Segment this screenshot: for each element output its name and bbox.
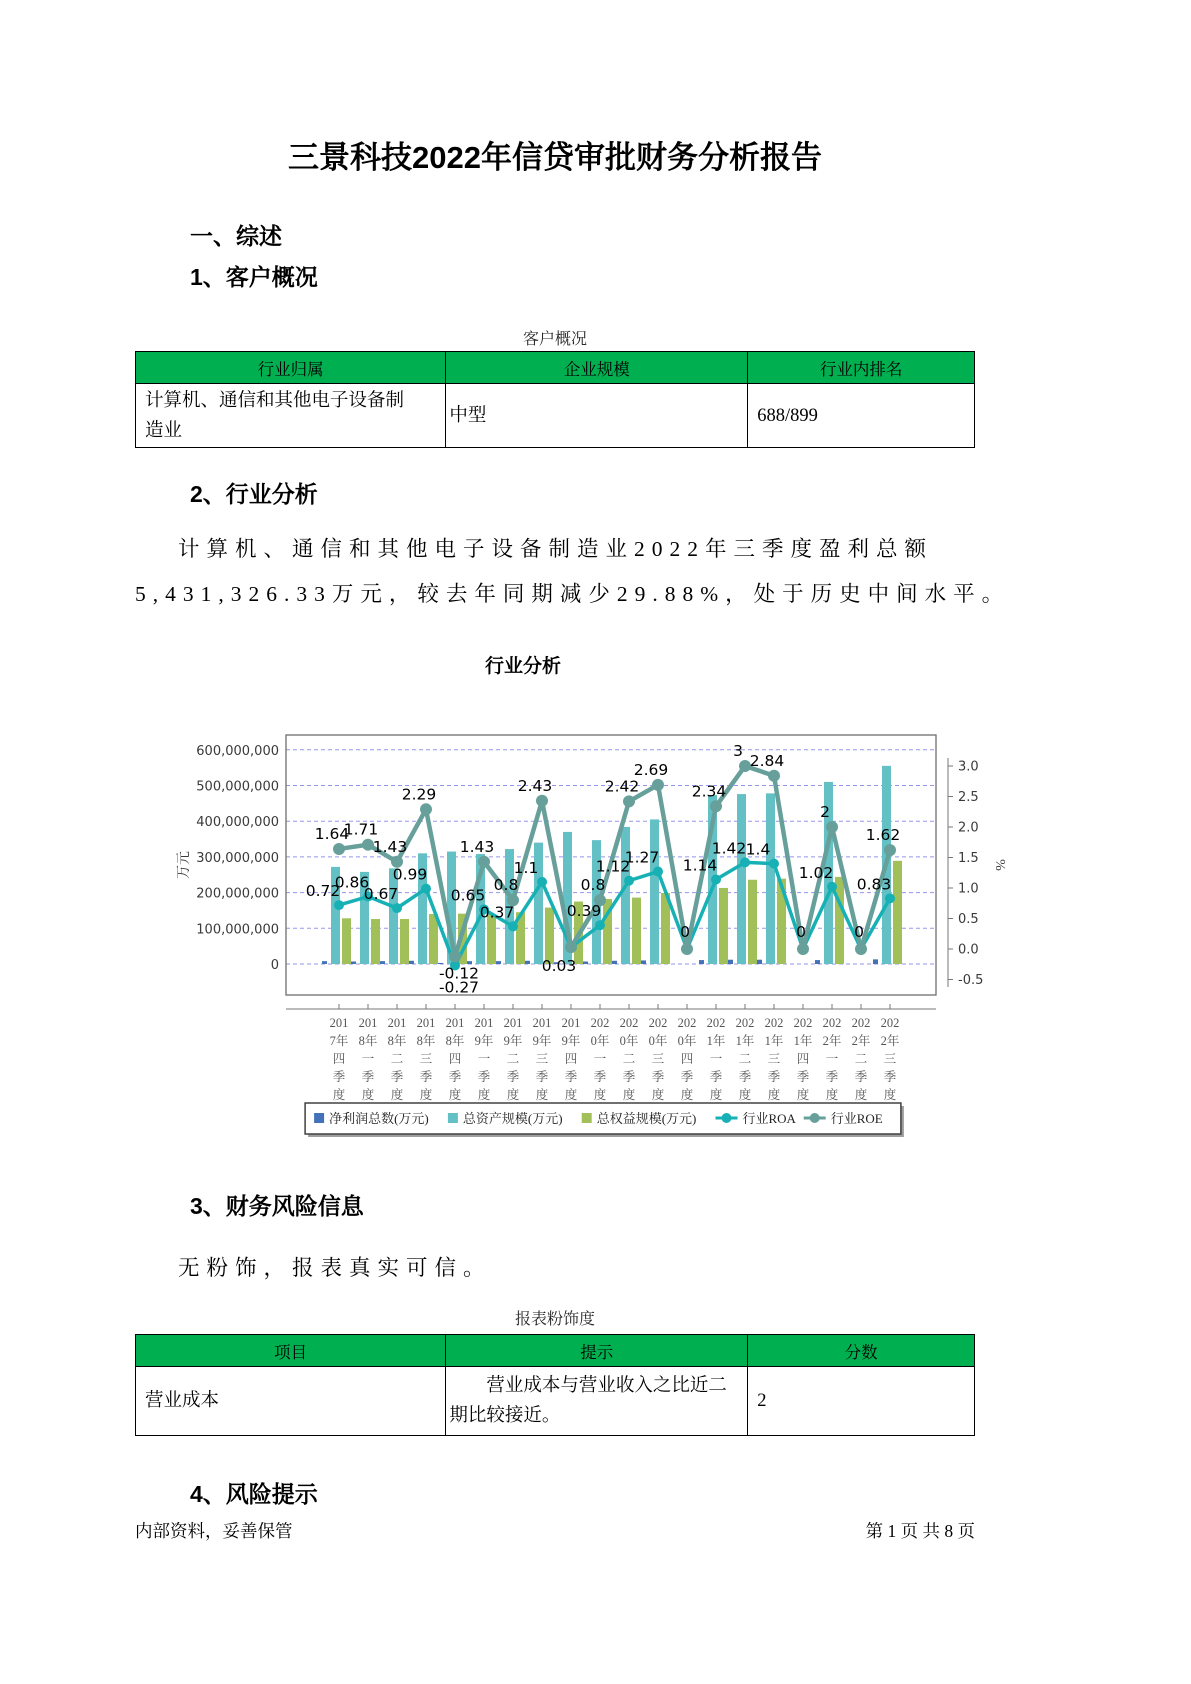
svg-text:-0.27: -0.27 (438, 978, 480, 997)
cell-score: 2 (748, 1367, 975, 1436)
svg-text:行业ROA: 行业ROA (742, 1111, 796, 1126)
whitewash-table-header-row (136, 1335, 975, 1367)
svg-text:2: 2 (820, 803, 830, 821)
cell-industry: 计算机、通信和其他电子设备制造业 (136, 384, 446, 448)
customer-table (135, 351, 975, 448)
svg-text:1.4: 1.4 (745, 840, 771, 859)
svg-text:0: 0 (270, 958, 279, 973)
svg-text:1.1: 1.1 (513, 858, 539, 877)
svg-text:2022年二季度: 202 2年二季度 (851, 1016, 871, 1102)
svg-text:2.42: 2.42 (604, 777, 640, 796)
industry-analysis-chart (163, 642, 1023, 1142)
svg-text:1.27: 1.27 (624, 848, 660, 867)
svg-text:行业ROE: 行业ROE (830, 1111, 883, 1126)
svg-text:2020年三季度: 202 0年三季度 (648, 1016, 668, 1102)
cell-rank: 688/899 (748, 384, 975, 448)
svg-text:100,000,000: 100,000,000 (196, 922, 279, 938)
svg-text:3.0: 3.0 (958, 759, 979, 775)
svg-text:1.0: 1.0 (958, 881, 979, 897)
col-header-industry: 行业归属 (136, 352, 446, 384)
table-row (136, 1367, 975, 1436)
svg-text:0: 0 (854, 923, 864, 941)
svg-text:2.43: 2.43 (517, 776, 553, 795)
svg-text:3: 3 (733, 742, 743, 760)
svg-text:2018年二季度: 201 8年二季度 (387, 1016, 407, 1102)
svg-text:0.37: 0.37 (479, 903, 515, 922)
heading-financial-risk: 3、财务风险信息 (190, 1193, 364, 1219)
col-header-hint: 提示 (446, 1335, 748, 1367)
svg-text:1.02: 1.02 (798, 863, 834, 882)
table-row (136, 384, 975, 448)
svg-text:2020年一季度: 202 0年一季度 (590, 1016, 610, 1102)
svg-text:2019年四季度: 201 9年四季度 (561, 1016, 581, 1102)
customer-table-caption: 客户概况 (522, 331, 587, 348)
svg-text:1.71: 1.71 (343, 820, 379, 839)
svg-text:2022年一季度: 202 2年一季度 (822, 1016, 842, 1102)
svg-text:0.8: 0.8 (580, 876, 606, 895)
report-title: 三景科技2022年信贷审批财务分析报告 (288, 140, 822, 175)
svg-text:300,000,000: 300,000,000 (196, 850, 279, 866)
svg-text:-0.5: -0.5 (958, 973, 984, 988)
svg-text:2021年一季度: 202 1年一季度 (706, 1016, 726, 1102)
col-header-rank: 行业内排名 (748, 352, 975, 384)
svg-text:0.67: 0.67 (363, 885, 399, 904)
svg-text:0.65: 0.65 (450, 886, 486, 905)
svg-text:2019年三季度: 201 9年三季度 (532, 1016, 552, 1102)
svg-text:1.43: 1.43 (372, 837, 408, 856)
svg-text:0.83: 0.83 (856, 875, 892, 894)
svg-text:0.5: 0.5 (958, 912, 979, 927)
svg-text:2.29: 2.29 (401, 785, 437, 804)
svg-text:1.5: 1.5 (958, 851, 979, 866)
svg-text:2021年四季度: 202 1年四季度 (793, 1016, 813, 1102)
svg-text:2.34: 2.34 (691, 782, 727, 801)
svg-text:1.43: 1.43 (459, 837, 495, 856)
col-header-score: 分数 (748, 1335, 975, 1367)
footer-confidential-note: 内部资料，妥善保管 (135, 1521, 293, 1541)
industry-analysis-paragraph: 计算机、通信和其他电子设备制造业2022年三季度盈利总额5,431,326.33万元，较去年同期减少29.88%，处于历史中间水平。 (135, 537, 1011, 606)
col-header-scale: 企业规模 (446, 352, 748, 384)
svg-text:2018年三季度: 201 8年三季度 (416, 1016, 436, 1102)
svg-text:1.14: 1.14 (682, 856, 718, 875)
svg-text:2022年三季度: 202 2年三季度 (880, 1016, 900, 1102)
whitewash-table-caption: 报表粉饰度 (514, 1311, 595, 1328)
svg-text:总资产规模(万元): 总资产规模(万元) (462, 1111, 563, 1126)
svg-text:0.03: 0.03 (541, 957, 577, 976)
svg-text:0.0: 0.0 (958, 942, 979, 958)
svg-text:2018年一季度: 201 8年一季度 (358, 1016, 378, 1102)
svg-text:1.64: 1.64 (314, 824, 350, 843)
cell-hint: 营业成本与营业收入之比近二期比较接近。 (446, 1367, 748, 1436)
heading-risk-tip: 4、风险提示 (190, 1481, 318, 1507)
svg-text:%: % (992, 859, 1007, 871)
svg-text:500,000,000: 500,000,000 (196, 779, 279, 795)
col-header-item: 项目 (136, 1335, 446, 1367)
svg-text:2019年二季度: 201 9年二季度 (503, 1016, 523, 1102)
industry-chart-svg (163, 642, 1023, 1142)
svg-text:万元: 万元 (177, 851, 192, 879)
svg-text:0: 0 (796, 923, 806, 941)
svg-text:2.5: 2.5 (958, 790, 979, 805)
heading-industry-analysis: 2、行业分析 (190, 481, 318, 507)
svg-text:2.69: 2.69 (633, 760, 669, 779)
svg-text:400,000,000: 400,000,000 (196, 815, 279, 831)
whitewash-table (135, 1334, 975, 1436)
svg-text:1.12: 1.12 (595, 857, 631, 876)
svg-text:2019年一季度: 201 9年一季度 (474, 1016, 494, 1102)
svg-text:净利润总数(万元): 净利润总数(万元) (329, 1111, 429, 1126)
svg-text:2021年三季度: 202 1年三季度 (764, 1016, 784, 1102)
cell-scale: 中型 (446, 384, 748, 448)
svg-text:2021年二季度: 202 1年二季度 (735, 1016, 755, 1102)
svg-text:2.0: 2.0 (958, 820, 979, 836)
svg-text:2020年二季度: 202 0年二季度 (619, 1016, 639, 1102)
svg-text:总权益规模(万元): 总权益规模(万元) (596, 1111, 697, 1126)
svg-text:0.8: 0.8 (493, 876, 519, 895)
svg-text:1.42: 1.42 (711, 839, 747, 858)
svg-text:600,000,000: 600,000,000 (196, 743, 279, 759)
heading-customer-overview: 1、客户概况 (190, 264, 318, 290)
svg-text:2020年四季度: 202 0年四季度 (677, 1016, 697, 1102)
svg-text:2018年四季度: 201 8年四季度 (445, 1016, 465, 1102)
svg-text:0.99: 0.99 (392, 865, 428, 884)
financial-risk-paragraph: 无粉饰，报表真实可信。 (178, 1256, 492, 1280)
svg-text:行业分析: 行业分析 (484, 656, 562, 677)
svg-text:0.72: 0.72 (305, 882, 341, 901)
customer-table-header-row (136, 352, 975, 384)
cell-item: 营业成本 (136, 1367, 446, 1436)
svg-text:1.62: 1.62 (865, 826, 901, 845)
heading-summary: 一、综述 (190, 223, 282, 249)
footer-page-number: 第 1 页 共 8 页 (865, 1521, 975, 1541)
svg-text:2.84: 2.84 (749, 751, 785, 770)
svg-text:2017年四季度: 201 7年四季度 (329, 1016, 349, 1102)
svg-text:-0.12: -0.12 (438, 964, 480, 983)
svg-text:0.86: 0.86 (334, 873, 370, 892)
svg-text:0.39: 0.39 (566, 902, 602, 921)
svg-text:0: 0 (680, 923, 690, 941)
svg-text:200,000,000: 200,000,000 (196, 886, 279, 902)
